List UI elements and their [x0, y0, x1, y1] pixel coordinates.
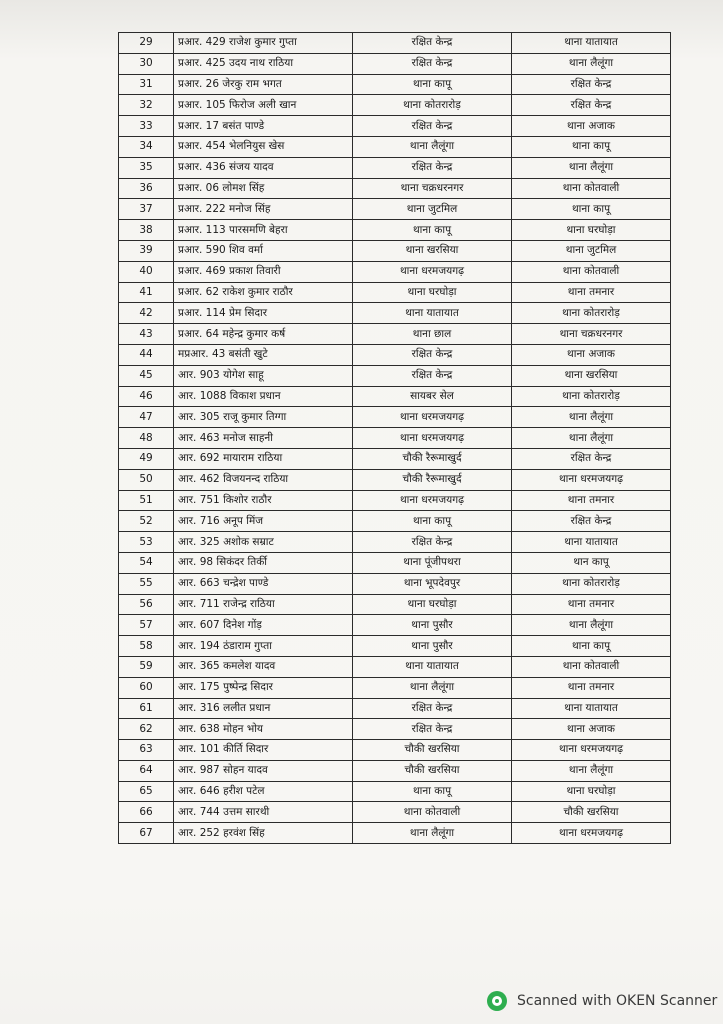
- transfer-table: [118, 32, 671, 844]
- employee-name-cell: आर. 663 चन्द्रेश पाण्डे: [174, 573, 353, 594]
- employee-name-cell: प्रआर. 454 भेलनियुस खेस: [174, 136, 353, 157]
- new-posting-cell: थाना धरमजयगढ़: [512, 469, 671, 490]
- table-row: [119, 136, 671, 157]
- table-row: [119, 178, 671, 199]
- serial-number-cell: 54: [119, 552, 174, 573]
- table-row: [119, 53, 671, 74]
- employee-name-cell: आर. 101 कीर्ति सिदार: [174, 740, 353, 761]
- current-posting-cell: थाना यातायात: [353, 303, 512, 324]
- current-posting-cell: चौकी खरसिया: [353, 740, 512, 761]
- employee-name-cell: प्रआर. 105 फिरोज अली खान: [174, 95, 353, 116]
- new-posting-cell: थाना लैलूंगा: [512, 760, 671, 781]
- serial-number-cell: 66: [119, 802, 174, 823]
- new-posting-cell: थाना लैलूंगा: [512, 407, 671, 428]
- employee-name-cell: आर. 711 राजेन्द्र राठिया: [174, 594, 353, 615]
- table-row: [119, 511, 671, 532]
- employee-name-cell: आर. 1088 विकाश प्रधान: [174, 386, 353, 407]
- new-posting-cell: थाना लैलूंगा: [512, 53, 671, 74]
- new-posting-cell: थाना कोतरारोड़: [512, 386, 671, 407]
- new-posting-cell: थाना लैलूंगा: [512, 428, 671, 449]
- new-posting-cell: रक्षित केन्द्र: [512, 511, 671, 532]
- serial-number-cell: 53: [119, 532, 174, 553]
- current-posting-cell: थाना धरमजयगढ़: [353, 407, 512, 428]
- current-posting-cell: थाना कापू: [353, 511, 512, 532]
- employee-name-cell: प्रआर. 06 लोमश सिंह: [174, 178, 353, 199]
- serial-number-cell: 35: [119, 157, 174, 178]
- serial-number-cell: 41: [119, 282, 174, 303]
- employee-name-cell: आर. 607 दिनेश गोंड़: [174, 615, 353, 636]
- new-posting-cell: थाना यातायात: [512, 33, 671, 54]
- table-row: [119, 573, 671, 594]
- table-row: [119, 220, 671, 241]
- employee-name-cell: प्रआर. 436 संजय यादव: [174, 157, 353, 178]
- table-row: [119, 428, 671, 449]
- current-posting-cell: रक्षित केन्द्र: [353, 33, 512, 54]
- table-row: [119, 261, 671, 282]
- employee-name-cell: आर. 692 मायाराम राठिया: [174, 448, 353, 469]
- serial-number-cell: 44: [119, 344, 174, 365]
- current-posting-cell: चौकी रैरूमाखुर्द: [353, 448, 512, 469]
- serial-number-cell: 57: [119, 615, 174, 636]
- employee-name-cell: आर. 744 उत्तम सारथी: [174, 802, 353, 823]
- employee-name-cell: आर. 646 हरीश पटेल: [174, 781, 353, 802]
- new-posting-cell: थाना कापू: [512, 636, 671, 657]
- serial-number-cell: 30: [119, 53, 174, 74]
- serial-number-cell: 67: [119, 823, 174, 844]
- table-row: [119, 677, 671, 698]
- serial-number-cell: 51: [119, 490, 174, 511]
- table-row: [119, 199, 671, 220]
- table-row: [119, 823, 671, 844]
- new-posting-cell: थाना अजाक: [512, 344, 671, 365]
- current-posting-cell: रक्षित केन्द्र: [353, 719, 512, 740]
- new-posting-cell: थाना धरमजयगढ़: [512, 823, 671, 844]
- new-posting-cell: थाना घरघोड़ा: [512, 220, 671, 241]
- serial-number-cell: 39: [119, 240, 174, 261]
- employee-name-cell: प्रआर. 26 जेरकु राम भगत: [174, 74, 353, 95]
- new-posting-cell: थाना यातायात: [512, 698, 671, 719]
- current-posting-cell: रक्षित केन्द्र: [353, 365, 512, 386]
- serial-number-cell: 34: [119, 136, 174, 157]
- current-posting-cell: रक्षित केन्द्र: [353, 116, 512, 137]
- serial-number-cell: 37: [119, 199, 174, 220]
- serial-number-cell: 62: [119, 719, 174, 740]
- table-row: [119, 656, 671, 677]
- current-posting-cell: चौकी रैरूमाखुर्द: [353, 469, 512, 490]
- new-posting-cell: थाना कापू: [512, 136, 671, 157]
- current-posting-cell: चौकी खरसिया: [353, 760, 512, 781]
- table-row: [119, 74, 671, 95]
- employee-name-cell: आर. 316 ललीत प्रधान: [174, 698, 353, 719]
- serial-number-cell: 65: [119, 781, 174, 802]
- new-posting-cell: रक्षित केन्द्र: [512, 74, 671, 95]
- current-posting-cell: रक्षित केन्द्र: [353, 344, 512, 365]
- serial-number-cell: 32: [119, 95, 174, 116]
- new-posting-cell: थाना जुटमिल: [512, 240, 671, 261]
- current-posting-cell: रक्षित केन्द्र: [353, 532, 512, 553]
- employee-name-cell: आर. 194 ठंडाराम गुप्ता: [174, 636, 353, 657]
- new-posting-cell: थाना घरघोड़ा: [512, 781, 671, 802]
- oken-scanner-logo-icon: [487, 991, 507, 1011]
- employee-name-cell: आर. 903 योगेश साहू: [174, 365, 353, 386]
- new-posting-cell: थाना कोतरारोड़: [512, 573, 671, 594]
- serial-number-cell: 56: [119, 594, 174, 615]
- table-row: [119, 532, 671, 553]
- new-posting-cell: थाना चक्रधरनगर: [512, 324, 671, 345]
- current-posting-cell: थाना खरसिया: [353, 240, 512, 261]
- current-posting-cell: थाना घरघोड़ा: [353, 594, 512, 615]
- current-posting-cell: थाना कापू: [353, 781, 512, 802]
- table-row: [119, 386, 671, 407]
- table-row: [119, 157, 671, 178]
- serial-number-cell: 60: [119, 677, 174, 698]
- employee-name-cell: प्रआर. 17 बसंत पाण्डे: [174, 116, 353, 137]
- table-row: [119, 615, 671, 636]
- employee-name-cell: प्रआर. 222 मनोज सिंह: [174, 199, 353, 220]
- new-posting-cell: रक्षित केन्द्र: [512, 95, 671, 116]
- new-posting-cell: थाना लैलूंगा: [512, 615, 671, 636]
- employee-name-cell: आर. 462 विजयनन्द राठिया: [174, 469, 353, 490]
- serial-number-cell: 63: [119, 740, 174, 761]
- serial-number-cell: 29: [119, 33, 174, 54]
- employee-name-cell: प्रआर. 469 प्रकाश तिवारी: [174, 261, 353, 282]
- employee-name-cell: आर. 638 मोहन भोय: [174, 719, 353, 740]
- serial-number-cell: 58: [119, 636, 174, 657]
- scanner-watermark-text: Scanned with OKEN Scanner: [517, 993, 718, 1009]
- employee-name-cell: आर. 716 अनूप मिंज: [174, 511, 353, 532]
- current-posting-cell: सायबर सेल: [353, 386, 512, 407]
- current-posting-cell: रक्षित केन्द्र: [353, 157, 512, 178]
- new-posting-cell: थाना कोतवाली: [512, 656, 671, 677]
- table-row: [119, 324, 671, 345]
- serial-number-cell: 42: [119, 303, 174, 324]
- serial-number-cell: 52: [119, 511, 174, 532]
- employee-name-cell: आर. 325 अशोक सम्राट: [174, 532, 353, 553]
- current-posting-cell: थाना घरघोड़ा: [353, 282, 512, 303]
- employee-name-cell: प्रआर. 64 महेन्द्र कुमार कर्ष: [174, 324, 353, 345]
- employee-name-cell: आर. 463 मनोज साहनी: [174, 428, 353, 449]
- current-posting-cell: थाना छाल: [353, 324, 512, 345]
- serial-number-cell: 49: [119, 448, 174, 469]
- new-posting-cell: थाना लैलूंगा: [512, 157, 671, 178]
- current-posting-cell: थाना यातायात: [353, 656, 512, 677]
- new-posting-cell: थाना कापू: [512, 199, 671, 220]
- serial-number-cell: 38: [119, 220, 174, 241]
- current-posting-cell: थाना कोतरारोड़: [353, 95, 512, 116]
- table-row: [119, 636, 671, 657]
- current-posting-cell: थाना भूपदेवपुर: [353, 573, 512, 594]
- current-posting-cell: थाना लैलूंगा: [353, 677, 512, 698]
- employee-name-cell: प्रआर. 62 राकेश कुमार राठौर: [174, 282, 353, 303]
- current-posting-cell: थाना कापू: [353, 74, 512, 95]
- table-row: [119, 781, 671, 802]
- new-posting-cell: रक्षित केन्द्र: [512, 448, 671, 469]
- current-posting-cell: थाना कापू: [353, 220, 512, 241]
- employee-name-cell: प्रआर. 425 उदय नाथ राठिया: [174, 53, 353, 74]
- serial-number-cell: 47: [119, 407, 174, 428]
- employee-name-cell: प्रआर. 114 प्रेम सिदार: [174, 303, 353, 324]
- serial-number-cell: 48: [119, 428, 174, 449]
- new-posting-cell: थाना कोतरारोड़: [512, 303, 671, 324]
- employee-name-cell: आर. 751 किशोर राठौर: [174, 490, 353, 511]
- current-posting-cell: थाना पुसौर: [353, 615, 512, 636]
- new-posting-cell: थाना खरसिया: [512, 365, 671, 386]
- current-posting-cell: थाना धरमजयगढ़: [353, 428, 512, 449]
- table-row: [119, 740, 671, 761]
- table-row: [119, 365, 671, 386]
- table-row: [119, 719, 671, 740]
- table-row: [119, 303, 671, 324]
- current-posting-cell: थाना जुटमिल: [353, 199, 512, 220]
- employee-name-cell: आर. 175 पुष्पेन्द्र सिदार: [174, 677, 353, 698]
- table-row: [119, 698, 671, 719]
- table-row: [119, 469, 671, 490]
- new-posting-cell: थाना तमनार: [512, 490, 671, 511]
- current-posting-cell: थाना लैलूंगा: [353, 136, 512, 157]
- new-posting-cell: थाना अजाक: [512, 116, 671, 137]
- serial-number-cell: 59: [119, 656, 174, 677]
- new-posting-cell: चौकी खरसिया: [512, 802, 671, 823]
- new-posting-cell: थाना कोतवाली: [512, 178, 671, 199]
- new-posting-cell: थाना धरमजयगढ़: [512, 740, 671, 761]
- current-posting-cell: थाना पूंजीपथरा: [353, 552, 512, 573]
- table-row: [119, 594, 671, 615]
- current-posting-cell: थाना लैलूंगा: [353, 823, 512, 844]
- employee-name-cell: प्रआर. 590 शिव वर्मा: [174, 240, 353, 261]
- table-row: [119, 760, 671, 781]
- table-row: [119, 240, 671, 261]
- table-row: [119, 95, 671, 116]
- table-row: [119, 116, 671, 137]
- new-posting-cell: थाना तमनार: [512, 677, 671, 698]
- table-row: [119, 407, 671, 428]
- table-row: [119, 552, 671, 573]
- serial-number-cell: 40: [119, 261, 174, 282]
- serial-number-cell: 55: [119, 573, 174, 594]
- serial-number-cell: 45: [119, 365, 174, 386]
- serial-number-cell: 50: [119, 469, 174, 490]
- table-row: [119, 490, 671, 511]
- current-posting-cell: थाना चक्रधरनगर: [353, 178, 512, 199]
- current-posting-cell: रक्षित केन्द्र: [353, 698, 512, 719]
- employee-name-cell: आर. 98 सिकंदर तिर्की: [174, 552, 353, 573]
- new-posting-cell: थाना अजाक: [512, 719, 671, 740]
- employee-name-cell: आर. 365 कमलेश यादव: [174, 656, 353, 677]
- transfer-table-body: [119, 33, 671, 844]
- serial-number-cell: 31: [119, 74, 174, 95]
- employee-name-cell: प्रआर. 113 पारसमणि बेहरा: [174, 220, 353, 241]
- new-posting-cell: थान कापू: [512, 552, 671, 573]
- table-row: [119, 802, 671, 823]
- scanner-watermark: [487, 991, 717, 1011]
- serial-number-cell: 36: [119, 178, 174, 199]
- transfer-table-container: [118, 32, 654, 844]
- employee-name-cell: आर. 305 राजू कुमार तिग्गा: [174, 407, 353, 428]
- new-posting-cell: थाना तमनार: [512, 594, 671, 615]
- table-row: [119, 448, 671, 469]
- serial-number-cell: 33: [119, 116, 174, 137]
- employee-name-cell: मप्रआर. 43 बसंती खुटे: [174, 344, 353, 365]
- serial-number-cell: 46: [119, 386, 174, 407]
- table-row: [119, 344, 671, 365]
- employee-name-cell: आर. 252 हरवंश सिंह: [174, 823, 353, 844]
- new-posting-cell: थाना कोतवाली: [512, 261, 671, 282]
- serial-number-cell: 61: [119, 698, 174, 719]
- serial-number-cell: 43: [119, 324, 174, 345]
- current-posting-cell: रक्षित केन्द्र: [353, 53, 512, 74]
- table-row: [119, 282, 671, 303]
- current-posting-cell: थाना धरमजयगढ़: [353, 490, 512, 511]
- employee-name-cell: प्रआर. 429 राजेश कुमार गुप्ता: [174, 33, 353, 54]
- table-row: [119, 33, 671, 54]
- current-posting-cell: थाना धरमजयगढ़: [353, 261, 512, 282]
- current-posting-cell: थाना कोतवाली: [353, 802, 512, 823]
- serial-number-cell: 64: [119, 760, 174, 781]
- current-posting-cell: थाना पुसौर: [353, 636, 512, 657]
- new-posting-cell: थाना यातायात: [512, 532, 671, 553]
- employee-name-cell: आर. 987 सोहन यादव: [174, 760, 353, 781]
- new-posting-cell: थाना तमनार: [512, 282, 671, 303]
